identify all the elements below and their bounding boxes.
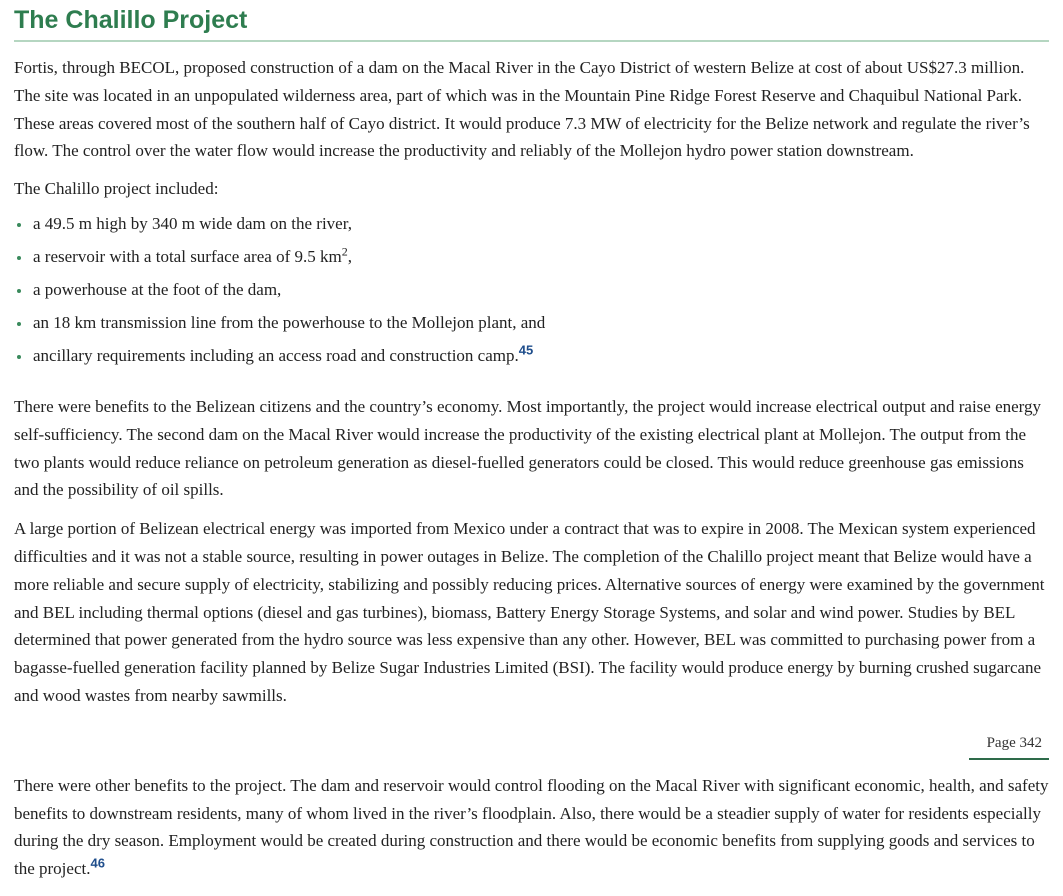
list-item xyxy=(14,240,1049,273)
footnote-link-46[interactable]: 46 xyxy=(90,855,105,871)
project-components-list xyxy=(14,207,1049,372)
list-item xyxy=(14,273,1049,306)
page-number-marker: Page 342 xyxy=(969,730,1049,760)
other-benefits-paragraph xyxy=(14,772,1049,883)
list-item-text: an 18 km transmission line from the powerhouse to the Mollejon plant, and xyxy=(33,312,546,332)
imports-paragraph: A large portion of Belizean electrical energy was imported from Mexico under a contract that was to expire in 2008. The Mexican system experienced difficulties and it was not a stable source, resulting in power outages in Belize. The completion of the Chalillo project meant that Belize would have a more reliable and secure supply of electricity, stabilizing and possibly reducing prices. Alternative sources of energy were examined by the government and BEL including thermal options (diesel and gas turbines), biomass, Battery Energy Storage Systems, and solar and wind power. Studies by BEL determined that power generated from the hydro source was less expensive than any other. However, BEL was committed to purchasing power from a bagasse-fuelled generation facility planned by Belize Sugar Industries Limited (BSI). The facility would produce energy by burning crushed sugarcane and wood wastes from nearby sawmills. xyxy=(14,519,1045,705)
benefits-paragraph: There were benefits to the Belizean citizens and the country’s economy. Most importantly, the project would increase electrical output and raise energy self-sufficiency. The second dam on the Macal River would increase the productivity of the existing electrical plant at Mollejon. The output from the two plants would reduce reliance on petroleum generation as diesel-fuelled generators could be closed. This would reduce greenhouse gas emissions and the possibility of oil spills. xyxy=(14,396,1042,500)
list-item-punct: , xyxy=(347,246,352,266)
list-item xyxy=(14,339,1049,372)
list-item-text: ancillary requirements including an access road and construction camp. xyxy=(33,345,519,365)
list-item xyxy=(14,207,1049,240)
page-title: The Chalillo Project xyxy=(14,0,1049,42)
intro-paragraph: Fortis, through BECOL, proposed construction of a dam on the Macal River in the Cayo District of western Belize at cost of about US$27.3 million. The site was located in an unpopulated wilderness area, part of which was in the Mountain Pine Ridge Forest Reserve and Chaquibul National Park. These areas covered most of the southern half of Cayo district. It would produce 7.3 MW of electricity for the Belize network and regulate the river’s flow. The control over the water flow would increase the productivity and reliably of the Mollejon hydro power station downstream. xyxy=(14,58,1030,161)
other-benefits-text: There were other benefits to the project. The dam and reservoir would control flooding on the Macal River with significant economic, health, and safety benefits to downstream residents, many of whom lived in the river’s floodplain. Also, there would be a steadier supply of water for residents especially during the dry season. Employment would be created during construction and there would be economic benefits from supplying goods and services to the project. xyxy=(14,775,1049,879)
list-item-text: a reservoir with a total surface area of 9.5 km xyxy=(33,246,342,266)
list-item-text: a 49.5 m high by 340 m wide dam on the river, xyxy=(33,213,352,233)
superscript-exponent: 2 xyxy=(341,244,348,259)
page-marker-row xyxy=(14,710,1049,762)
list-item-text: a powerhouse at the foot of the dam, xyxy=(33,279,282,299)
document-page xyxy=(14,0,1049,883)
list-intro-paragraph: The Chalillo project included: xyxy=(14,179,219,199)
list-item xyxy=(14,306,1049,339)
footnote-link-45[interactable]: 45 xyxy=(518,342,534,358)
